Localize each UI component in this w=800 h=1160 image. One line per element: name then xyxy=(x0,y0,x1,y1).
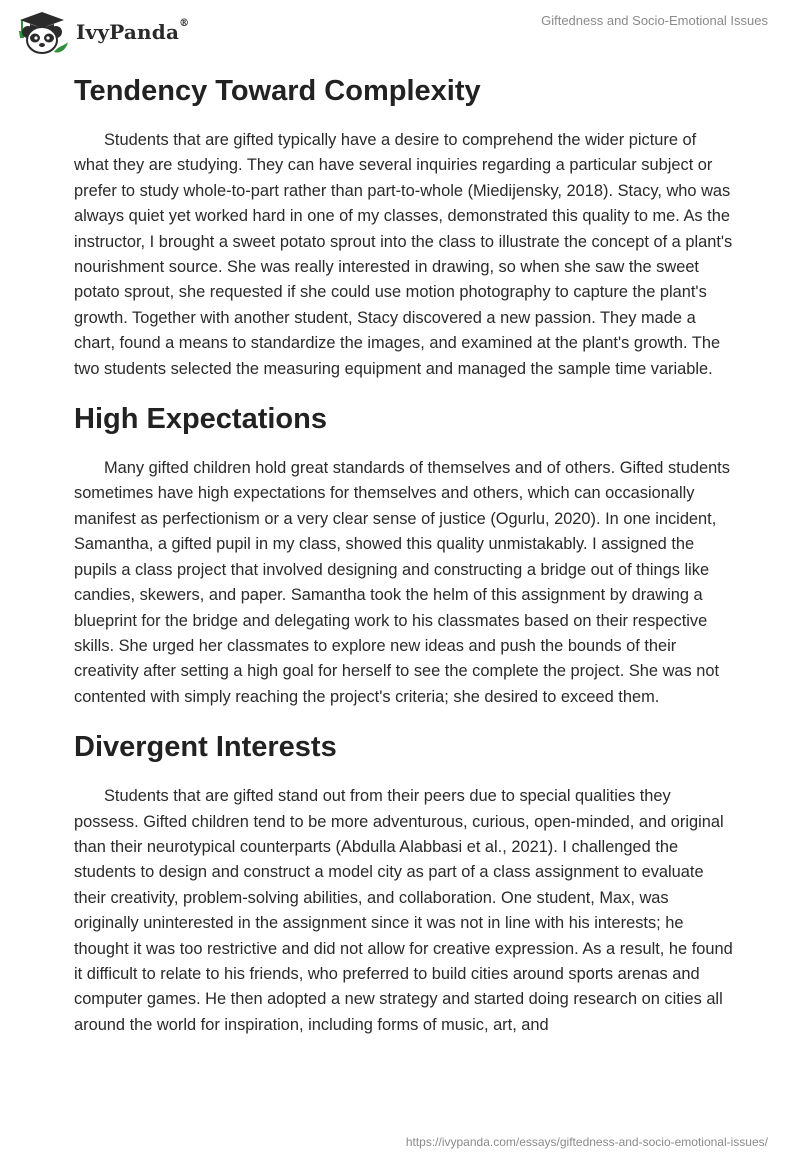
footer-url-link[interactable]: https://ivypanda.com/essays/giftedness-and-socio-emotional-issues/ xyxy=(405,1135,768,1149)
brand-name xyxy=(76,20,189,44)
essay-content xyxy=(74,68,734,1052)
brand-name-text: IvyPanda xyxy=(76,20,180,44)
section-heading-divergent: Divergent Interests xyxy=(74,731,337,764)
page-header xyxy=(0,0,800,60)
registered-mark: ® xyxy=(179,18,190,29)
section-paragraph-complexity: Students that are gifted typically have a desire to comprehend the wider picture of what they are studying. They can have several inquiries regarding a particular subject or prefer to study whole-to-part rather than part-to-whole (Miedijensky, 2018). Stacy, who was always quiet yet worked hard in one of my classes, demonstrated this quality to me. As the instructor, I brought a sweet potato sprout into the class to illustrate the concept of a plant's nourishment source. She was really interested in drawing, so when she saw the sweet potato sprout, she requested if she could use motion photography to capture the plant's growth. Together with another student, Stacy discovered a new passion. They made a chart, found a means to standardize the images, and examined at the plant's growth. The two students selected the measuring equipment and managed the sample time variable. xyxy=(74,131,733,378)
ivypanda-logo[interactable] xyxy=(14,8,189,56)
panda-graduate-icon xyxy=(14,8,74,56)
section-heading-expectations: High Expectations xyxy=(74,403,327,436)
section-paragraph-divergent: Students that are gifted stand out from their peers due to special qualities they possess. Gifted children tend to be more adventurous, curious, open-minded, and original than their neurotypical counterparts (Abdulla Alabbasi et al., 2021). I challenged the students to design and construct a model city as part of a class assignment to evaluate their creativity, problem-solving abilities, and collaboration. One student, Max, was originally uninterested in the assignment since it was not in line with his interests; he thought it was too restrictive and did not allow for creative expression. As a result, he found it difficult to relate to his friends, who preferred to build cities around sports arenas and computer games. He then adopted a new strategy and started doing research on cities all around the world for inspiration, including forms of music, art, and xyxy=(74,787,733,1034)
document-title: Giftedness and Socio-Emotional Issues xyxy=(541,13,768,28)
section-heading-complexity: Tendency Toward Complexity xyxy=(74,75,481,107)
section-paragraph-expectations: Many gifted children hold great standards of themselves and of others. Gifted students sometimes have high expectations for themselves and others, which can occasionally manifest as perfectionism or a very clear sense of justice (Ogurlu, 2020). In one incident, Samantha, a gifted pupil in my class, showed this quality unmistakably. I assigned the pupils a class project that involved designing and constructing a bridge out of things like candies, skewers, and paper. Samantha took the helm of this assignment by drawing a blueprint for the bridge and delegating work to his classmates based on their respective skills. She urged her classmates to explore new ideas and push the bounds of their creativity after setting a high goal for herself to see the complete the project. She was not contented with simply reaching the project's criteria; she desired to exceed them. xyxy=(74,459,730,706)
